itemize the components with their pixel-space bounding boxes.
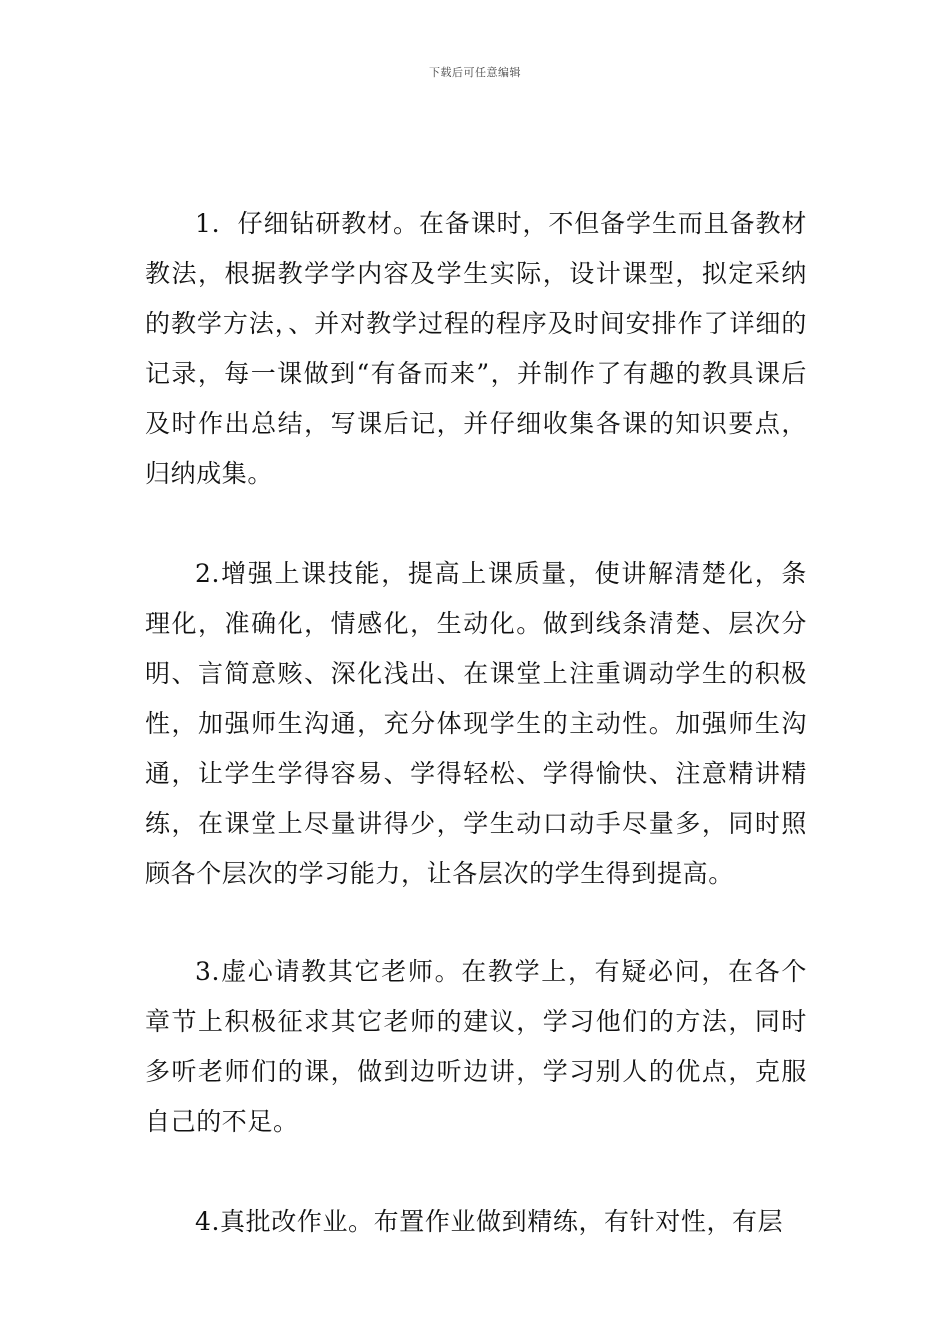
paragraph-4: 4.真批改作业。布置作业做到精练，有针对性，有层 xyxy=(195,1207,784,1236)
paragraph-3: 3.虚心请教其它老师。在教学上，有疑必问，在各个章节上积极征求其它老师的建议，学习他们的方法，同时多听老师们的课，做到边听边讲，学习别人的优点，克服自己的不足。 xyxy=(145,957,807,1136)
page-header-note: 下载后可任意编辑 xyxy=(429,66,521,79)
paragraph-1: 1．仔细钻研教材。在备课时，不但备学生而且备教材教法，根据教学学内容及学生实际，设计课型，拟定采纳的教学方法，、并对教学过程的程序及时间安排作了详细的记录，每一课做到“有备而来”，并制作了有趣的教具课后及时作出总结，写课后记，并仔细收集各课的知识要点，归纳成集。 xyxy=(145,209,807,488)
paragraph-2: 2.增强上课技能，提高上课质量，使讲解清楚化，条理化，准确化，情感化，生动化。做到线条清楚、层次分明、言简意赅、深化浅出、在课堂上注重调动学生的积极性，加强师生沟通，充分体现学生的主动性。加强师生沟通，让学生学得容易、学得轻松、学得愉快、注意精讲精练，在课堂上尽量讲得少，学生动口动手尽量多，同时照顾各个层次的学习能力，让各层次的学生得到提高。 xyxy=(145,559,807,888)
